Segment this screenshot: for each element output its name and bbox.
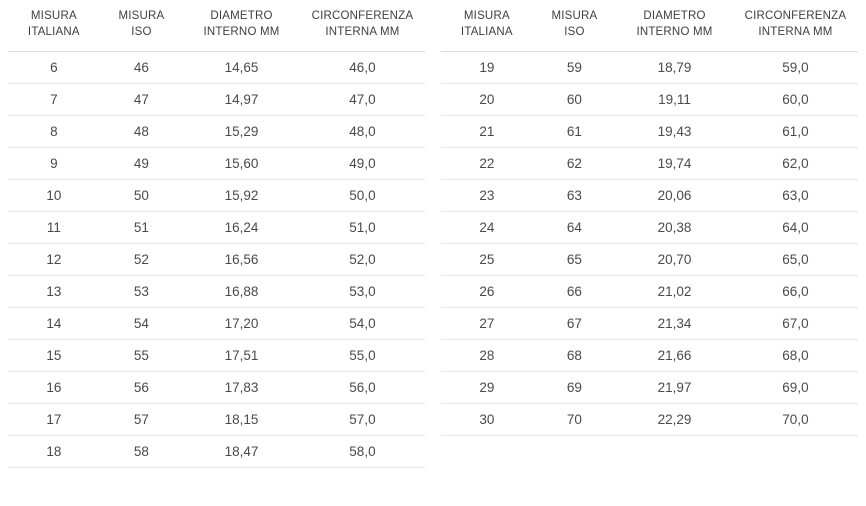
cell-diametro-interno: 18,15 — [183, 404, 300, 436]
cell-diametro-interno: 19,43 — [616, 116, 733, 148]
cell-misura-italiana: 26 — [441, 276, 533, 308]
table-body-right — [441, 52, 858, 468]
cell-misura-italiana: 18 — [8, 436, 100, 468]
cell-circonferenza-interna: 67,0 — [733, 308, 858, 340]
table-row — [441, 212, 858, 244]
table-row — [8, 244, 425, 276]
cell-empty — [441, 436, 533, 468]
cell-misura-italiana: 20 — [441, 84, 533, 116]
cell-diametro-interno: 16,24 — [183, 212, 300, 244]
table-row — [8, 308, 425, 340]
header-line-1: CIRCONFERENZA — [744, 10, 847, 22]
table-row — [441, 244, 858, 276]
cell-circonferenza-interna: 50,0 — [300, 180, 425, 212]
cell-misura-italiana: 7 — [8, 84, 100, 116]
cell-misura-iso: 60 — [533, 84, 616, 116]
cell-circonferenza-interna: 54,0 — [300, 308, 425, 340]
table-row — [441, 308, 858, 340]
cell-circonferenza-interna: 48,0 — [300, 116, 425, 148]
cell-diametro-interno: 15,29 — [183, 116, 300, 148]
table-row — [8, 116, 425, 148]
cell-circonferenza-interna: 63,0 — [733, 180, 858, 212]
cell-misura-iso: 58 — [100, 436, 183, 468]
cell-circonferenza-interna: 46,0 — [300, 52, 425, 84]
header-line-1: MISURA — [118, 10, 165, 22]
cell-diametro-interno: 19,74 — [616, 148, 733, 180]
header-misura-italiana — [8, 0, 100, 52]
table-header-left — [8, 0, 425, 52]
table-row — [441, 276, 858, 308]
cell-misura-iso: 66 — [533, 276, 616, 308]
cell-circonferenza-interna: 53,0 — [300, 276, 425, 308]
cell-diametro-interno: 21,66 — [616, 340, 733, 372]
cell-empty — [533, 436, 616, 468]
cell-circonferenza-interna: 66,0 — [733, 276, 858, 308]
cell-misura-italiana: 29 — [441, 372, 533, 404]
table-row — [441, 148, 858, 180]
header-line-1: DIAMETRO — [643, 10, 706, 22]
header-line-2: ITALIANA — [27, 25, 80, 38]
cell-diametro-interno: 15,60 — [183, 148, 300, 180]
cell-circonferenza-interna: 55,0 — [300, 340, 425, 372]
table-row — [8, 84, 425, 116]
cell-circonferenza-interna: 69,0 — [733, 372, 858, 404]
cell-diametro-interno: 20,38 — [616, 212, 733, 244]
cell-circonferenza-interna: 61,0 — [733, 116, 858, 148]
cell-misura-italiana: 21 — [441, 116, 533, 148]
table-row — [441, 116, 858, 148]
cell-misura-italiana: 28 — [441, 340, 533, 372]
header-circonferenza-interna — [300, 0, 425, 52]
table-header-right — [441, 0, 858, 52]
cell-misura-iso: 56 — [100, 372, 183, 404]
cell-circonferenza-interna: 68,0 — [733, 340, 858, 372]
cell-misura-italiana: 14 — [8, 308, 100, 340]
cell-diametro-interno: 17,20 — [183, 308, 300, 340]
table-row — [8, 212, 425, 244]
cell-misura-iso: 54 — [100, 308, 183, 340]
cell-misura-italiana: 13 — [8, 276, 100, 308]
table-row — [441, 180, 858, 212]
cell-misura-iso: 57 — [100, 404, 183, 436]
cell-diametro-interno: 17,83 — [183, 372, 300, 404]
cell-misura-italiana: 9 — [8, 148, 100, 180]
cell-diametro-interno: 20,06 — [616, 180, 733, 212]
cell-misura-iso: 62 — [533, 148, 616, 180]
right-table-container — [433, 0, 866, 506]
header-diametro-interno — [183, 0, 300, 52]
table-row — [8, 436, 425, 468]
header-line-2: INTERNA MM — [758, 25, 833, 38]
header-line-1: MISURA — [551, 10, 598, 22]
cell-misura-iso: 69 — [533, 372, 616, 404]
cell-circonferenza-interna: 59,0 — [733, 52, 858, 84]
cell-misura-italiana: 8 — [8, 116, 100, 148]
cell-diametro-interno: 17,51 — [183, 340, 300, 372]
table-body-left — [8, 52, 425, 468]
table-row — [441, 340, 858, 372]
cell-misura-iso: 65 — [533, 244, 616, 276]
table-row — [8, 340, 425, 372]
table-row — [8, 276, 425, 308]
cell-misura-italiana: 6 — [8, 52, 100, 84]
cell-diametro-interno: 18,79 — [616, 52, 733, 84]
cell-misura-italiana: 17 — [8, 404, 100, 436]
cell-circonferenza-interna: 51,0 — [300, 212, 425, 244]
header-line-2: ISO — [131, 25, 152, 38]
cell-misura-iso: 47 — [100, 84, 183, 116]
cell-misura-italiana: 12 — [8, 244, 100, 276]
cell-diametro-interno: 19,11 — [616, 84, 733, 116]
ring-size-table-left — [8, 0, 425, 468]
table-row-empty — [441, 436, 858, 468]
cell-misura-italiana: 22 — [441, 148, 533, 180]
cell-diametro-interno: 20,70 — [616, 244, 733, 276]
header-circonferenza-interna — [733, 0, 858, 52]
cell-diametro-interno: 16,56 — [183, 244, 300, 276]
table-row — [8, 372, 425, 404]
cell-misura-iso: 63 — [533, 180, 616, 212]
cell-circonferenza-interna: 65,0 — [733, 244, 858, 276]
header-line-1: DIAMETRO — [210, 10, 273, 22]
cell-circonferenza-interna: 64,0 — [733, 212, 858, 244]
cell-misura-italiana: 10 — [8, 180, 100, 212]
cell-misura-italiana: 16 — [8, 372, 100, 404]
header-line-2: INTERNO MM — [636, 25, 713, 38]
cell-diametro-interno: 14,65 — [183, 52, 300, 84]
table-row — [441, 52, 858, 84]
header-misura-iso — [533, 0, 616, 52]
header-line-1: MISURA — [30, 10, 77, 22]
cell-misura-iso: 52 — [100, 244, 183, 276]
header-line-2: ISO — [564, 25, 585, 38]
cell-circonferenza-interna: 62,0 — [733, 148, 858, 180]
table-row — [8, 148, 425, 180]
cell-empty — [616, 436, 733, 468]
cell-diametro-interno: 18,47 — [183, 436, 300, 468]
cell-misura-iso: 55 — [100, 340, 183, 372]
table-row — [441, 84, 858, 116]
cell-circonferenza-interna: 57,0 — [300, 404, 425, 436]
cell-empty — [733, 436, 858, 468]
cell-circonferenza-interna: 49,0 — [300, 148, 425, 180]
cell-diametro-interno: 15,92 — [183, 180, 300, 212]
header-row — [8, 0, 425, 52]
cell-misura-italiana: 30 — [441, 404, 533, 436]
cell-misura-iso: 68 — [533, 340, 616, 372]
cell-misura-iso: 59 — [533, 52, 616, 84]
header-line-1: CIRCONFERENZA — [311, 10, 414, 22]
cell-misura-iso: 46 — [100, 52, 183, 84]
header-misura-italiana — [441, 0, 533, 52]
cell-diametro-interno: 21,02 — [616, 276, 733, 308]
cell-misura-italiana: 24 — [441, 212, 533, 244]
cell-circonferenza-interna: 56,0 — [300, 372, 425, 404]
cell-misura-iso: 67 — [533, 308, 616, 340]
header-line-1: MISURA — [463, 10, 510, 22]
header-line-2: INTERNA MM — [325, 25, 400, 38]
cell-circonferenza-interna: 58,0 — [300, 436, 425, 468]
cell-circonferenza-interna: 60,0 — [733, 84, 858, 116]
cell-misura-italiana: 25 — [441, 244, 533, 276]
table-row — [441, 372, 858, 404]
cell-circonferenza-interna: 70,0 — [733, 404, 858, 436]
cell-misura-italiana: 11 — [8, 212, 100, 244]
header-diametro-interno — [616, 0, 733, 52]
cell-diametro-interno: 21,34 — [616, 308, 733, 340]
cell-misura-iso: 50 — [100, 180, 183, 212]
header-line-2: ITALIANA — [460, 25, 513, 38]
cell-diametro-interno: 14,97 — [183, 84, 300, 116]
cell-misura-italiana: 27 — [441, 308, 533, 340]
cell-misura-iso: 53 — [100, 276, 183, 308]
cell-diametro-interno: 16,88 — [183, 276, 300, 308]
header-misura-iso — [100, 0, 183, 52]
table-row — [8, 404, 425, 436]
header-line-2: INTERNO MM — [203, 25, 280, 38]
table-row — [8, 180, 425, 212]
cell-circonferenza-interna: 52,0 — [300, 244, 425, 276]
cell-diametro-interno: 22,29 — [616, 404, 733, 436]
cell-misura-iso: 48 — [100, 116, 183, 148]
cell-misura-iso: 64 — [533, 212, 616, 244]
cell-misura-iso: 61 — [533, 116, 616, 148]
cell-misura-italiana: 15 — [8, 340, 100, 372]
cell-misura-italiana: 19 — [441, 52, 533, 84]
table-row — [441, 404, 858, 436]
cell-circonferenza-interna: 47,0 — [300, 84, 425, 116]
header-row — [441, 0, 858, 52]
cell-misura-iso: 70 — [533, 404, 616, 436]
cell-misura-italiana: 23 — [441, 180, 533, 212]
ring-size-table-right — [441, 0, 858, 467]
cell-diametro-interno: 21,97 — [616, 372, 733, 404]
cell-misura-iso: 51 — [100, 212, 183, 244]
cell-misura-iso: 49 — [100, 148, 183, 180]
table-row — [8, 52, 425, 84]
